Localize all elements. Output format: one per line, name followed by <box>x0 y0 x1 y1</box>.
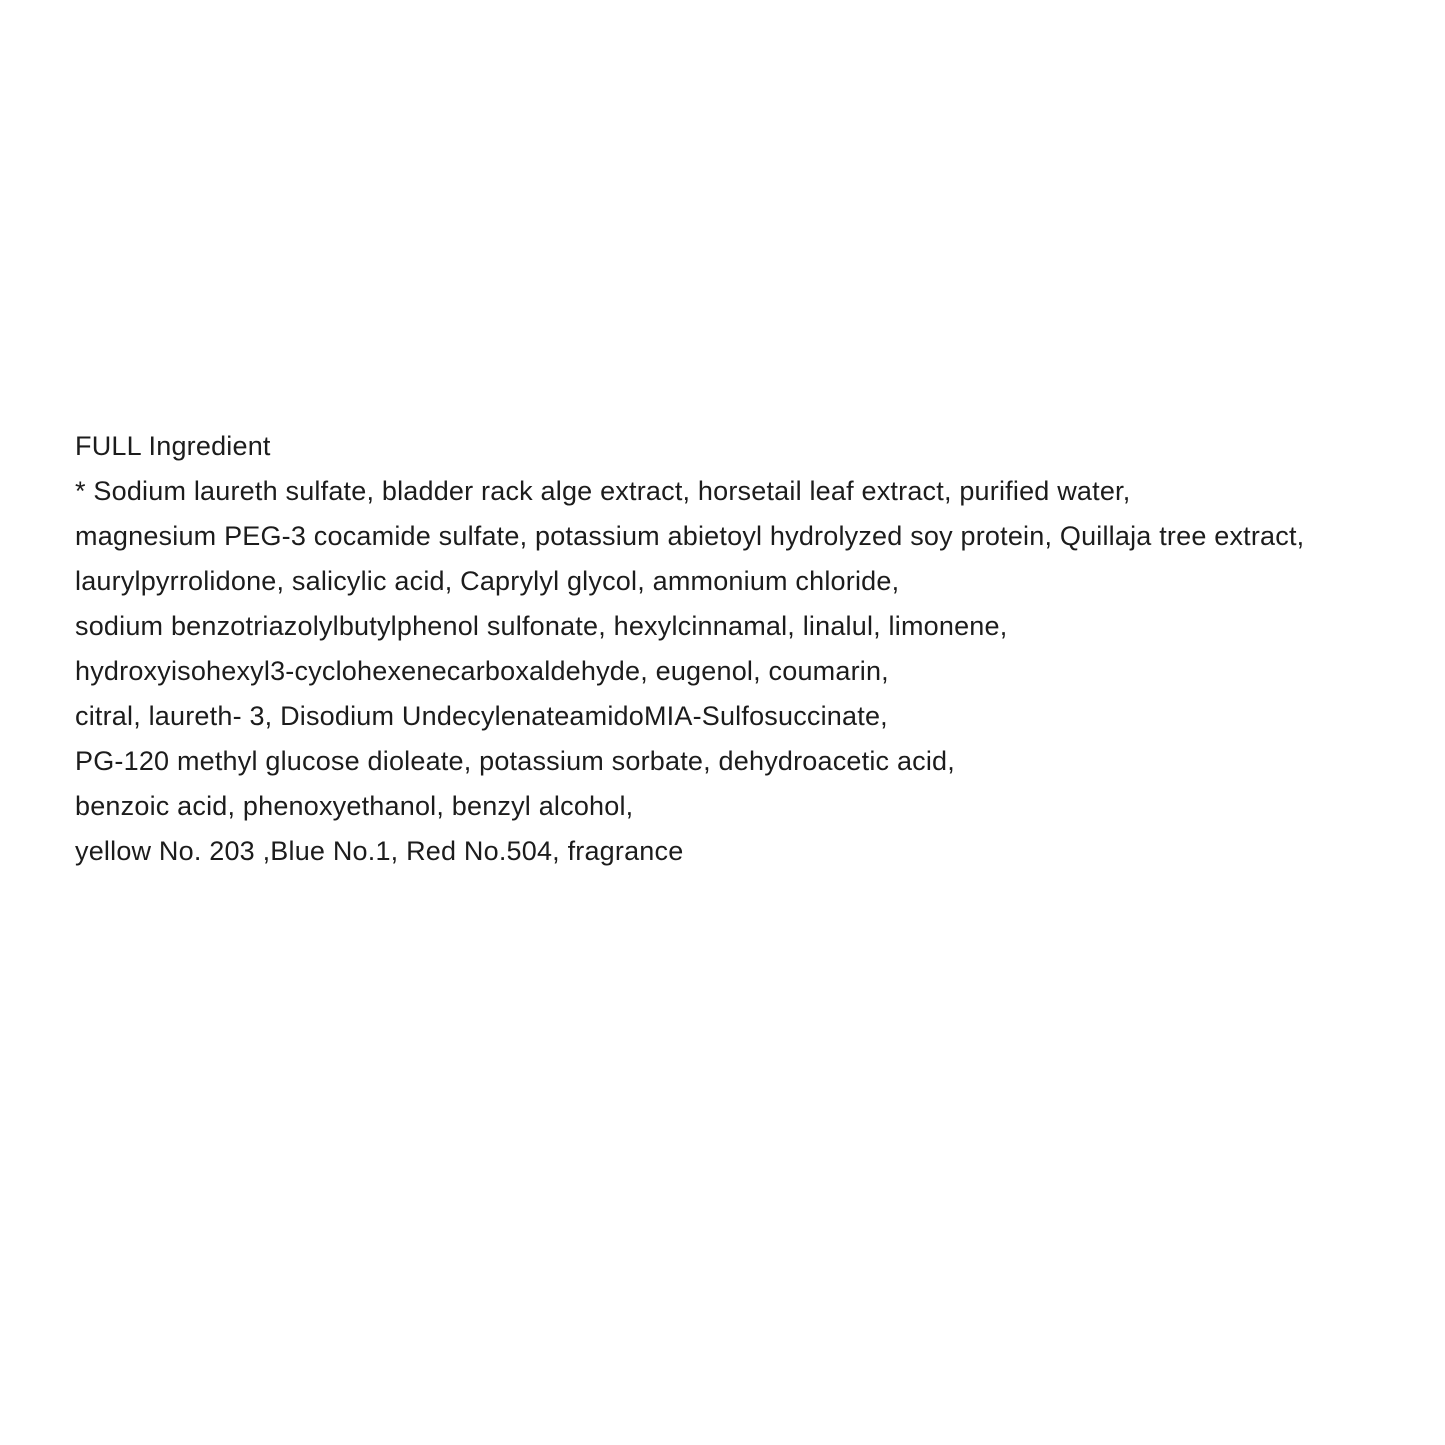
ingredient-line: magnesium PEG-3 cocamide sulfate, potassium abietoyl hydrolyzed soy protein, Quillaja tree extract, <box>75 521 1305 551</box>
ingredient-line: hydroxyisohexyl3-cyclohexenecarboxaldehyde, eugenol, coumarin, <box>75 656 889 686</box>
ingredient-line: sodium benzotriazolylbutylphenol sulfonate, hexylcinnamal, linalul, limonene, <box>75 611 1008 641</box>
ingredient-line: * Sodium laureth sulfate, bladder rack alge extract, horsetail leaf extract, purified water, <box>75 476 1131 506</box>
ingredient-list-heading: FULL Ingredient <box>75 431 271 461</box>
ingredient-list <box>75 424 1405 874</box>
ingredient-line: benzoic acid, phenoxyethanol, benzyl alcohol, <box>75 791 634 821</box>
ingredient-line: PG-120 methyl glucose dioleate, potassium sorbate, dehydroacetic acid, <box>75 746 955 776</box>
ingredient-line: yellow No. 203 ,Blue No.1, Red No.504, fragrance <box>75 836 684 866</box>
ingredient-line: laurylpyrrolidone, salicylic acid, Caprylyl glycol, ammonium chloride, <box>75 566 900 596</box>
ingredient-line: citral, laureth- 3, Disodium UndecylenateamidoMIA-Sulfosuccinate, <box>75 701 888 731</box>
